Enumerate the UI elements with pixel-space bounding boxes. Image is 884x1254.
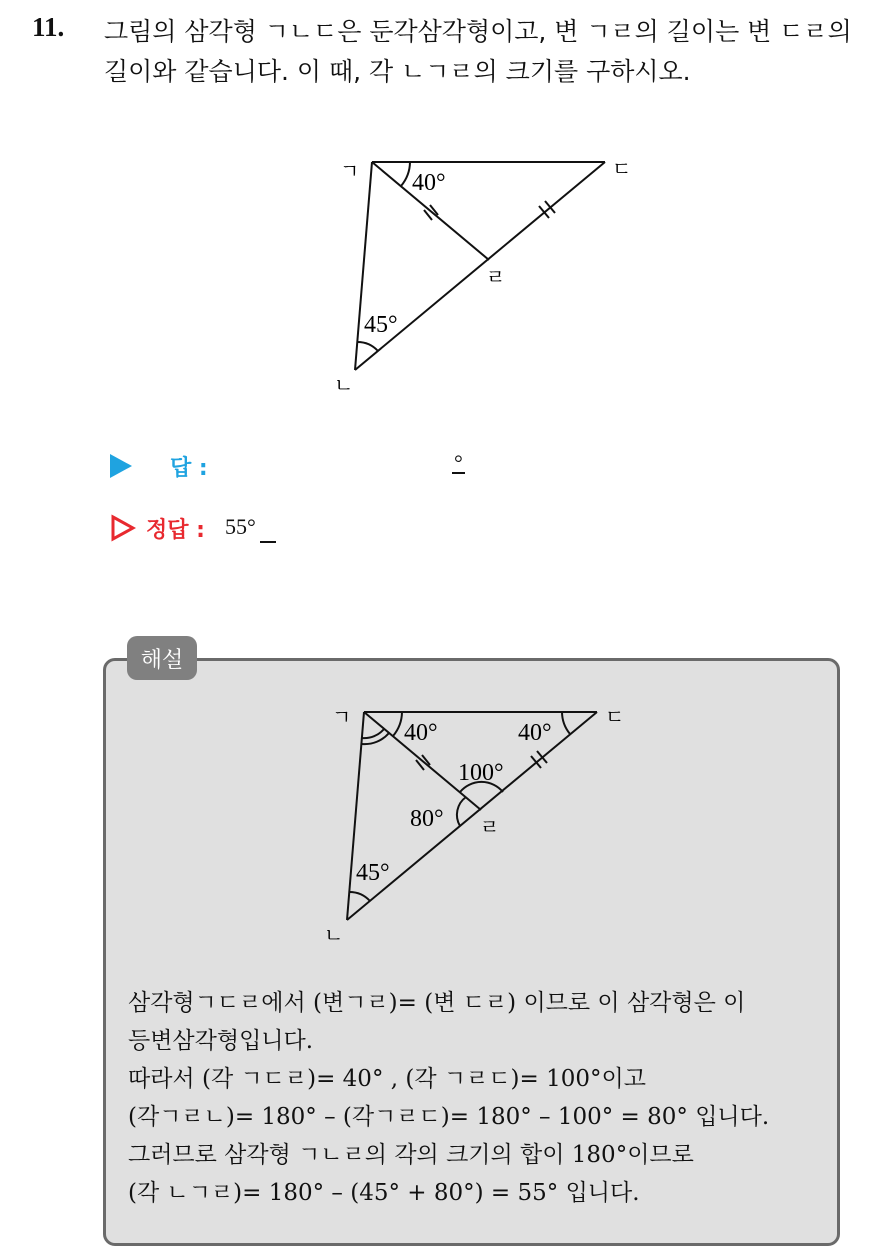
- sol-arc-n: [349, 892, 370, 901]
- sol-vertex-label-d: ㄷ: [605, 705, 625, 729]
- vertex-label-n: ㄴ: [334, 373, 354, 397]
- correct-answer-label: 정답 :: [146, 517, 205, 543]
- sol-arc-g-left-1: [362, 729, 384, 738]
- question-number: 11.: [32, 12, 65, 42]
- sol-angle-r-left: 80°: [410, 806, 444, 832]
- sol-vertex-label-n: ㄴ: [324, 923, 344, 947]
- sol-vertex-label-g: ㄱ: [332, 705, 352, 729]
- answer-input-unit[interactable]: °: [454, 450, 463, 475]
- sol-arc-g-right: [393, 712, 402, 736]
- sol-side-n-d: [347, 712, 597, 920]
- sol-angle-g-right: 40°: [404, 720, 438, 746]
- solution-line-1: 삼각형ㄱㄷㄹ에서 (변ㄱㄹ)= (변 ㄷㄹ) 이므로 이 삼각형은 이: [128, 990, 746, 1016]
- solution-line-6: (각 ㄴㄱㄹ)= 180° – (45° + 80°) = 55° 입니다.: [128, 1180, 640, 1206]
- sol-angle-n: 45°: [356, 860, 390, 886]
- sol-vertex-label-r: ㄹ: [480, 815, 500, 839]
- question-line-2: 길이와 같습니다. 이 때, 각 ㄴㄱㄹ의 크기를 구하시오.: [104, 57, 691, 86]
- sol-arc-d: [562, 712, 570, 734]
- vertex-label-r: ㄹ: [486, 265, 506, 289]
- angle-label-top: 40°: [412, 170, 446, 196]
- solution-line-4: (각ㄱㄹㄴ)= 180° – (각ㄱㄹㄷ)= 180° – 100° = 80° 입니다.: [128, 1104, 770, 1130]
- question-line-1: 그림의 삼각형 ㄱㄴㄷ은 둔각삼각형이고, 변 ㄱㄹ의 길이는 변 ㄷㄹ의: [104, 17, 852, 46]
- sol-angle-r-top: 100°: [458, 760, 504, 786]
- solution-line-5: 그러므로 삼각형 ㄱㄴㄹ의 각의 크기의 합이 180°이므로: [128, 1142, 694, 1168]
- angle-label-bottom: 45°: [364, 312, 398, 338]
- correct-answer-value: 55°: [224, 514, 256, 539]
- solution-line-2: 등변삼각형입니다.: [128, 1028, 314, 1054]
- solution-text: [128, 984, 834, 1212]
- vertex-label-d: ㄷ: [612, 157, 632, 181]
- solution-tab: 해설: [127, 636, 197, 680]
- answer-label: 답 :: [170, 455, 208, 481]
- sol-angle-d: 40°: [518, 720, 552, 746]
- solution-line-3: 따라서 (각 ㄱㄷㄹ)= 40° , (각 ㄱㄹㄷ)= 100°이고: [128, 1066, 646, 1092]
- vertex-label-g: ㄱ: [340, 159, 360, 183]
- sol-side-g-n: [347, 712, 364, 920]
